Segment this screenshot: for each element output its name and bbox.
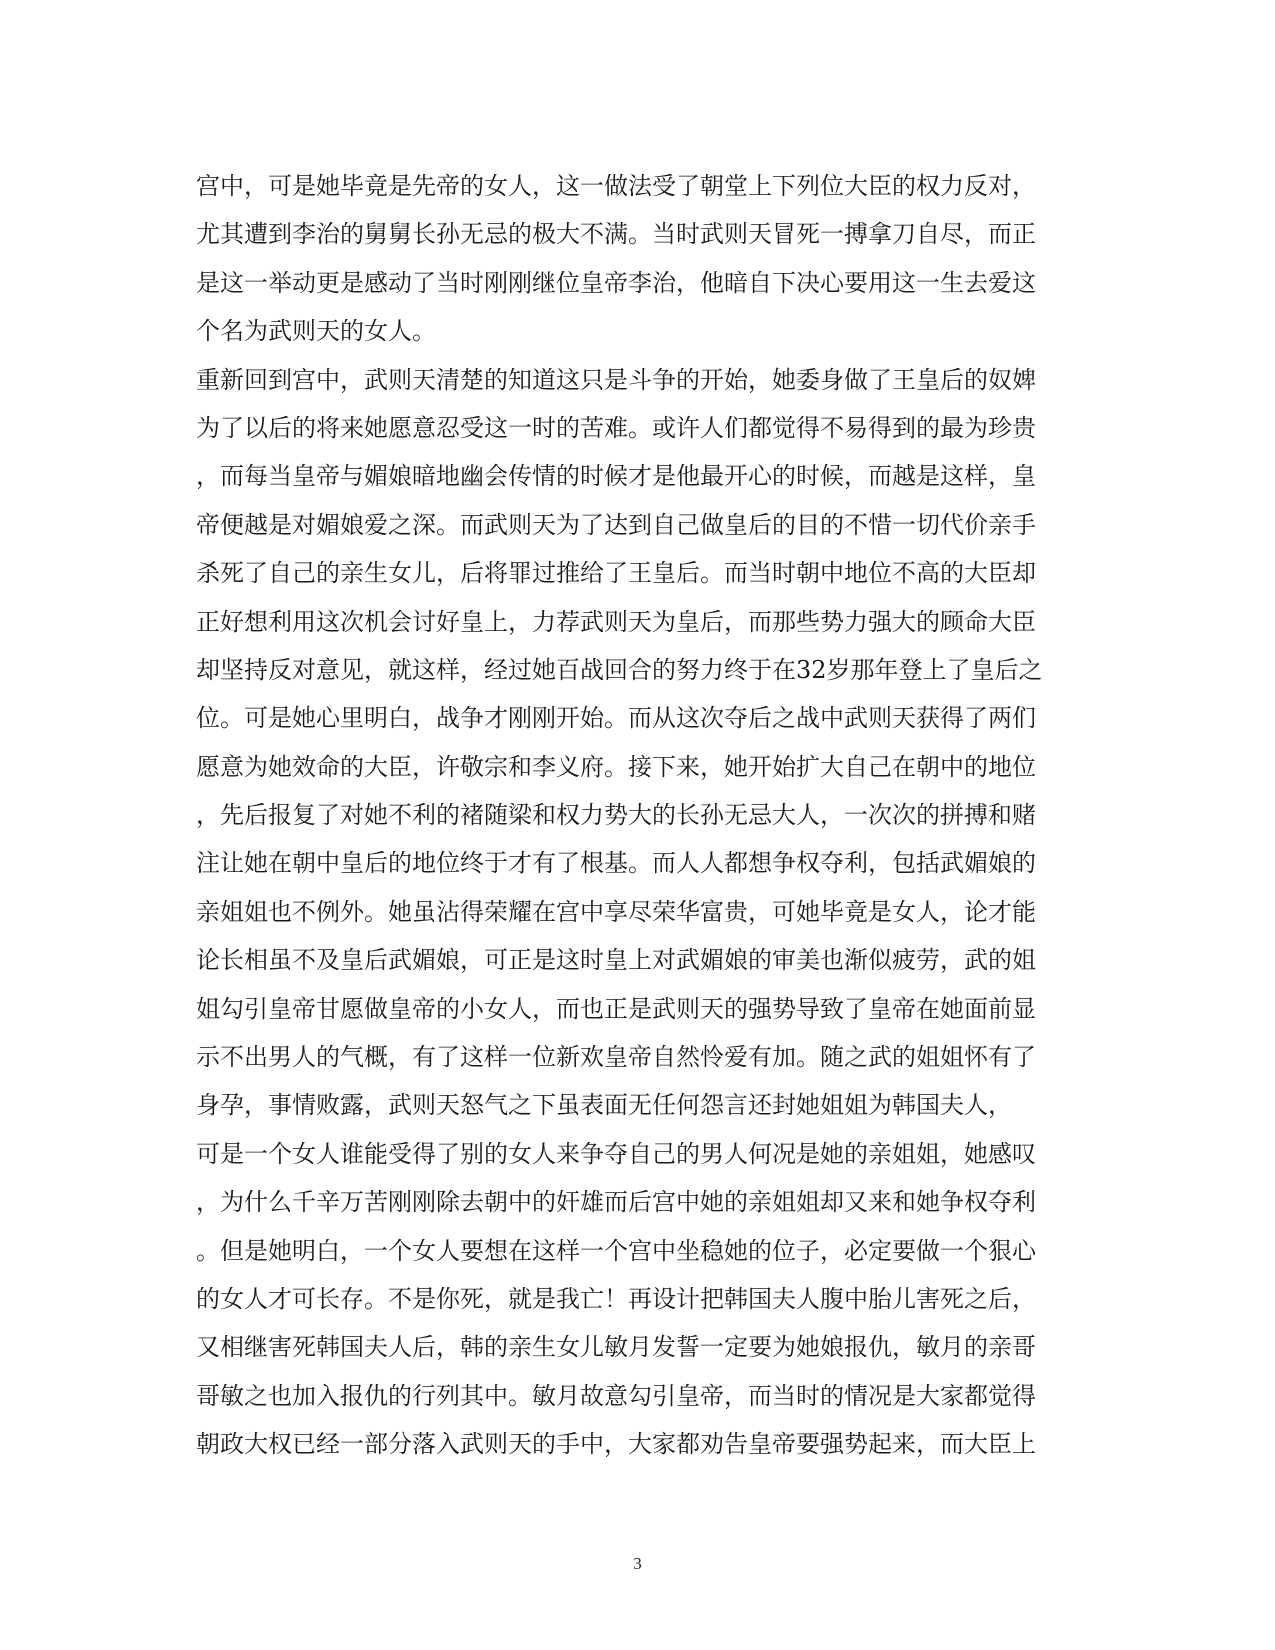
- text-line: 注让她在朝中皇后的地位终于才有了根基。而人人都想争权夺利，包括武媚娘的: [196, 849, 1036, 878]
- text-line: 。但是她明白，一个女人要想在这样一个宫中坐稳她的位子，必定要做一个狠心: [196, 1236, 1036, 1265]
- text-line: 姐勾引皇帝甘愿做皇帝的小女人，而也正是武则天的强势导致了皇帝在她面前显: [196, 994, 1036, 1023]
- text-line: 示不出男人的气概，有了这样一位新欢皇帝自然怜爱有加。随之武的姐姐怀有了: [196, 1043, 1036, 1072]
- text-line: 重新回到宫中，武则天清楚的知道这只是斗争的开始，她委身做了王皇后的奴婢: [196, 365, 1036, 394]
- text-line: 为了以后的将来她愿意忍受这一时的苦难。或许人们都觉得不易得到的最为珍贵: [196, 413, 1036, 442]
- body-text: [196, 162, 1076, 1469]
- text-line: 朝政大权已经一部分落入武则天的手中，大家都劝告皇帝要强势起来，而大臣上: [196, 1430, 1036, 1459]
- text-line: 尤其遭到李治的舅舅长孙无忌的极大不满。当时武则天冒死一搏拿刀自尽，而正: [196, 220, 1036, 249]
- text-line: 宫中，可是她毕竟是先帝的女人，这一做法受了朝堂上下列位大臣的权力反对，: [196, 172, 1036, 200]
- text-line: 却坚持反对意见，就这样，经过她百战回合的努力终于在32岁那年登上了皇后之: [196, 655, 1043, 684]
- text-line: 可是一个女人谁能受得了别的女人来争夺自己的男人何况是她的亲姐姐，她感叹: [196, 1139, 1036, 1168]
- text-line: 是这一举动更是感动了当时刚刚继位皇帝李治，他暗自下决心要用这一生去爱这: [196, 268, 1036, 297]
- text-line: 愿意为她效命的大臣，许敬宗和李义府。接下来，她开始扩大自己在朝中的地位: [196, 752, 1036, 781]
- text-line: ，为什么千辛万苦刚刚除去朝中的奸雄而后宫中她的亲姐姐却又来和她争权夺利: [196, 1188, 1036, 1217]
- text-line: 身孕，事情败露，武则天怒气之下虽表面无任何怨言还封她姐姐为韩国夫人，: [196, 1091, 1012, 1120]
- text-line: 帝便越是对媚娘爱之深。而武则天为了达到自己做皇后的目的不惜一切代价亲手: [196, 510, 1036, 539]
- text-line: 个名为武则天的女人。: [196, 317, 436, 346]
- text-line: ，先后报复了对她不利的褚随梁和权力势大的长孙无忌大人，一次次的拼搏和赌: [196, 801, 1036, 830]
- text-line: 杀死了自己的亲生女儿，后将罪过推给了王皇后。而当时朝中地位不高的大臣却: [196, 559, 1036, 588]
- text-line: 的女人才可长存。不是你死，就是我亡！再设计把韩国夫人腹中胎儿害死之后，: [196, 1284, 1036, 1313]
- text-line: 亲姐姐也不例外。她虽沾得荣耀在宫中享尽荣华富贵，可她毕竟是女人，论才能: [196, 897, 1036, 926]
- text-line: 正好想利用这次机会讨好皇上，力荐武则天为皇后，而那些势力强大的顾命大臣: [196, 607, 1036, 636]
- text-line: ，而每当皇帝与媚娘暗地幽会传情的时候才是他最开心的时候，而越是这样，皇: [196, 462, 1036, 491]
- text-line: 又相继害死韩国夫人后，韩的亲生女儿敏月发誓一定要为她娘报仇，敏月的亲哥: [196, 1333, 1036, 1362]
- text-line: 哥敏之也加入报仇的行列其中。敏月故意勾引皇帝，而当时的情况是大家都觉得: [196, 1381, 1036, 1410]
- page-number: 3: [633, 1554, 642, 1573]
- text-line: 位。可是她心里明白，战争才刚刚开始。而从这次夺后之战中武则天获得了两们: [196, 704, 1036, 733]
- text-line: 论长相虽不及皇后武媚娘，可正是这时皇上对武媚娘的审美也渐似疲劳，武的姐: [196, 946, 1036, 975]
